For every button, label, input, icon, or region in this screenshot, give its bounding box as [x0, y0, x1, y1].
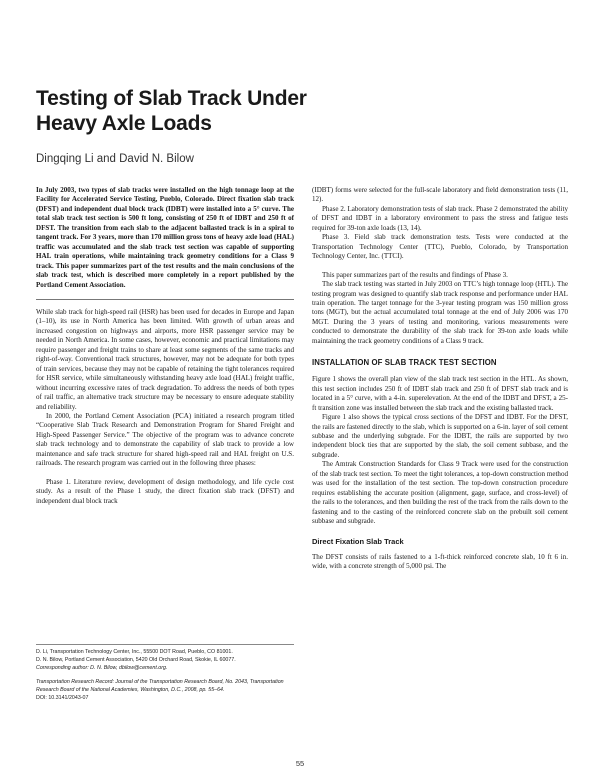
footnote-affiliation-li: D. Li, Transportation Technology Center, Inc., 55500 DOT Road, Pueblo, CO 81001. [36, 649, 233, 655]
article-title [36, 86, 556, 136]
footnote-divider [36, 644, 294, 645]
phase-1-paragraph: Phase 1. Literature review, development of design methodology, and life cycle cost study. As a result of the Phase 1 study, the direct fixation slab track (DFST) and independent dual block track [36, 477, 294, 505]
footnote-affiliation-bilow: D. N. Bilow, Portland Cement Association, 5420 Old Orchard Road, Skokie, IL 60077. [36, 656, 236, 663]
phase-2-paragraph: Phase 2. Laboratory demonstration tests of slab track. Phase 2 demonstrated the ability of DFST and IDBT in a laboratory environment to pass the stress and fatigue tests required for 39-ton axle loads (13, 14). [312, 204, 568, 232]
title-line-2: Heavy Axle Loads [36, 112, 212, 135]
author-line: Dingqing Li and David N. Bilow [36, 153, 194, 165]
footnote-corresponding-author: Corresponding author: D. N. Bilow, dbilow@cement.org. [36, 664, 168, 671]
footnotes [36, 644, 294, 702]
abstract-divider [36, 299, 294, 300]
intro-paragraph-1: While slab track for high-speed rail (HSR) has been used for decades in Europe and Japan (1–10), its use in North America has been limited. With growth of urban areas and increased congestion on highways and airports, more HSR passenger service may be needed in North America. In some cases, however, economic and practical limitations may require passenger and freight trains to share at least some segments of the same tracks and right-of-way. Conventional track structures, however, may not be adequate for both types of train services, because they may not be capable of retaining the tight tolerances required for HSR service, while simultaneously withstanding heavy axle load (HAL) freight traffic, without incurring excessive rates of track degradation. To address the needs of both types of rail traffic, an alternative track structure may be necessary to ensure adequate stability and reliability. [36, 307, 294, 411]
installation-paragraph-1: Figure 1 shows the overall plan view of the slab track test section in the HTL. As shown, this test section includes 250 ft of IDBT slab track and 250 ft of DFST slab track and is located in a 5° curve, with a 4-in. superelevation. At the end of the IDBT and DFST, a 25-ft transition zone was installed between the slab track and the existing ballasted track. [312, 375, 568, 412]
title-line-1: Testing of Slab Track Under [36, 87, 307, 110]
dfst-paragraph: The DFST consists of rails fastened to a 1-ft-thick reinforced concrete slab, 10 ft 6 in. wide, with a concrete strength of 5,000 psi. The [312, 552, 568, 570]
phase-1-continued: (IDBT) forms were selected for the full-scale laboratory and field demonstration tests (11, 12). [312, 186, 568, 204]
installation-paragraph-2: Figure 1 also shows the typical cross sections of the DFST and IDBT. For the DFST, the rails are fastened directly to the slab, which is supported on a 6-in. layer of soil cement subbase and the underlying subgrade. For the IDBT, the rails are supported by two independent block ties that are supported by the slab, the soil cement subbase, and the subgrade. [312, 413, 568, 459]
abstract: In July 2003, two types of slab tracks were installed on the high tonnage loop at the Facility for Accelerated Service Testing, Pueblo, Colorado. Direct fixation slab track (DFST) and independent dual block track (IDBT) were installed into a 5° curve. The total slab track test section is 500 ft long, consisting of 250 ft of IDBT and 250 ft of DFST. The transition from each slab to the adjacent ballasted track is in a spiral to tangent track. For 3 years, more than 170 million gross tons of heavy axle load (HAL) traffic was accumulated and the slab track test section was capable of supporting HAL train operations, while maintaining track geometry conditions for a Class 9 track. This paper summarizes part of the test results and the main conclusions of the slab track test, which is described more completely in a report published by the Portland Cement Association. [36, 186, 294, 289]
phase-3-paragraph: Phase 3. Field slab track demonstration tests. Tests were conducted at the Transportation Technology Center (TTC), Pueblo, Colorado, by Transportation Technology Center, Inc. (TTCI). [312, 233, 568, 261]
page-number: 55 [295, 759, 305, 768]
testing-paragraph: The slab track testing was started in July 2003 on TTC’s high tonnage loop (HTL). The testing program was designed to quantify slab track response and performance under HAL train operation. The target tonnage for the 3-year testing program was 150 million gross tons (MGT), but the actual accumulated total tonnage at the end of July 2006 was 170 MGT. During the 3 years of testing and monitoring, various measurements were conducted to demonstrate the durability of the slab track for 39-ton axle loads while maintaining the track geometry conditions of a Class 9 track. [312, 280, 568, 345]
footnote-doi: DOI: 10.3141/2043-07 [36, 694, 89, 701]
left-column [36, 186, 294, 506]
right-column [312, 186, 568, 571]
section-heading-installation: INSTALLATION OF SLAB TRACK TEST SECTION [312, 358, 497, 368]
installation-paragraph-3: The Amtrak Construction Standards for Class 9 Track were used for the construction of the slab track test section. To meet the tight tolerances, a top-down construction method was used for the installation of the test section. The top-down construction procedure requires establishing the accurate position (alignment, gage, surface, and cross-level) of the rails to the tolerances, and then building the rest of the track from the rails down to the fastening and to the casting of the reinforced concrete slab on the prebuilt soil cement subbase and subgrade. [312, 460, 568, 526]
subheading-dfst: Direct Fixation Slab Track [312, 536, 404, 546]
intro-paragraph-2: In 2000, the Portland Cement Association (PCA) initiated a research program titled “Cooperative Slab Track Research and Demonstration Program for Shared Freight and High-Speed Passenger Service.” The objective of the program was to advance concrete slab track technology and to demonstrate the capability of slab track to provide a low maintenance and safe track structure for shared high-speed rail and HAL freight on U.S. railroads. The research program was carried out in the following three phases: [36, 411, 294, 468]
footnote-journal-citation: Transportation Research Record: Journal of the Transportation Research Board, No. 2043, Transportation Research Board of the National Academies, Washington, D.C., 2008, pp. 55–64. [36, 678, 284, 693]
summary-paragraph: This paper summarizes part of the results and findings of Phase 3. [322, 270, 508, 279]
